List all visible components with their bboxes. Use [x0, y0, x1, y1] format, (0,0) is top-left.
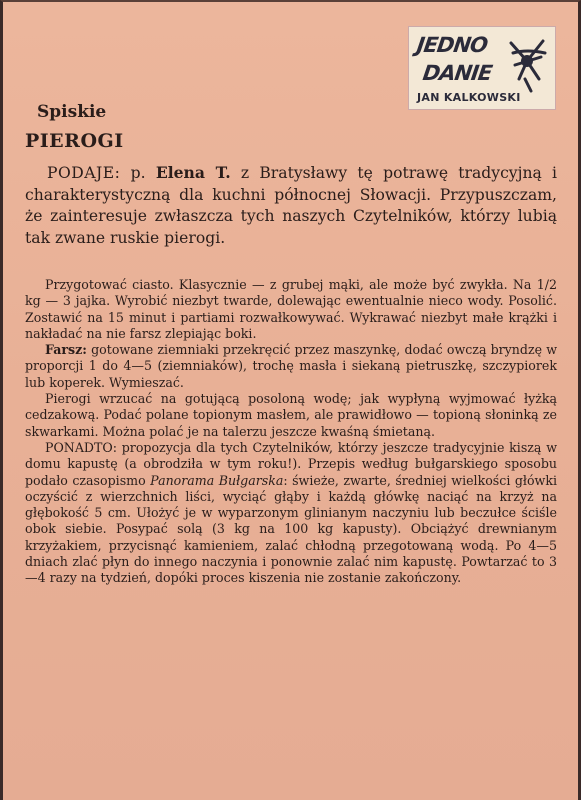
paragraph-sauerkraut: [25, 440, 557, 587]
sauerkraut-text-b: : świeże, zwarte, średniej wielkości główki oczyścić z wierzchnich liści, wyciąć głąby i każdą główkę naciąć na krzyż na głębokość 5 cm. Ułożyć je w wyparzonym glinianym naczyniu lub beczułce ściśle obok siebie. Posypać solą (3 kg na 100 kg kapusty). Obciążyć drewnianym krzyżakiem, przycisnąć kamieniem, zalać chłodną przegotowaną wodą. Po 4—5 dniach zlać płyn do innego naczynia i ponownie zalać nim kapustę. Powtarzać to 3—4 razy na tydzień, dopóki proces kiszenia nie zostanie zakończony.: [25, 472, 557, 586]
sauerkraut-text-a: propozycja dla tych Czytelników, którzy jeszcze tradycyjnie kiszą w domu kapustę (a obrodziła w tym roku!). Przepis według bułgarskiego sposobu podało czasopismo: [25, 439, 557, 488]
paragraph-filling: [25, 342, 557, 391]
logo-word-jedno: JEDNO: [415, 33, 489, 57]
lead-label: PODAJE:: [47, 164, 121, 182]
paragraph-dough: Przygotować ciasto. Klasycznie — z grubej mąki, ale może być zwykła. Na 1/2 kg — 3 jajka. Wyrobić niezbyt twarde, dolewając ewentualnie nieco wody. Posolić. Zostawić na 15 minut i partiami rozwałkowywać. Wykrawać niezbyt małe krążki i nakładać na nie farsz zlepiając boki.: [25, 277, 557, 341]
lead-text: z Bratysławy tę potrawę tradycyjną i charakterystyczną dla kuchni północnej Słowacji. Przypuszczam, że zainteresuje zwłaszcza tych naszych Czytelników, którzy lubią tak zwane ruskie pierogi.: [25, 164, 557, 247]
sauerkraut-label: PONADTO:: [45, 439, 117, 455]
filling-text: gotowane ziemniaki przekręcić przez maszynkę, dodać owczą bryndzę w proporcji 1 do 4—5 (ziemniaków), trochę masła i siekaną pietruszkę, szczypiorek lub koperek. Wymieszać.: [25, 342, 557, 390]
lead-before-name: p.: [120, 164, 156, 182]
article-body: [25, 277, 557, 587]
article-title: PIEROGI: [25, 130, 124, 152]
paragraph-serving: Pierogi wrzucać na gotującą posoloną wodę; jak wypłyną wyjmować łyżką cedzakową. Podać polane topionym masłem, ale prawidłowo — topioną słoninką ze skwarkami. Można polać je na talerzu jeszcze kwaśną śmietaną.: [25, 391, 557, 439]
article-subtitle: Spiskie: [37, 102, 107, 122]
article-lead: [25, 162, 557, 249]
logo-author: JAN KALKOWSKI: [417, 91, 521, 104]
column-logo: [408, 26, 556, 110]
filling-label: Farsz:: [45, 342, 87, 358]
scribble-figure-icon: [505, 35, 549, 95]
lead-name: Elena T.: [155, 163, 231, 182]
logo-word-danie: DANIE: [421, 61, 494, 85]
magazine-name: Panorama Bułgarska: [150, 472, 284, 488]
